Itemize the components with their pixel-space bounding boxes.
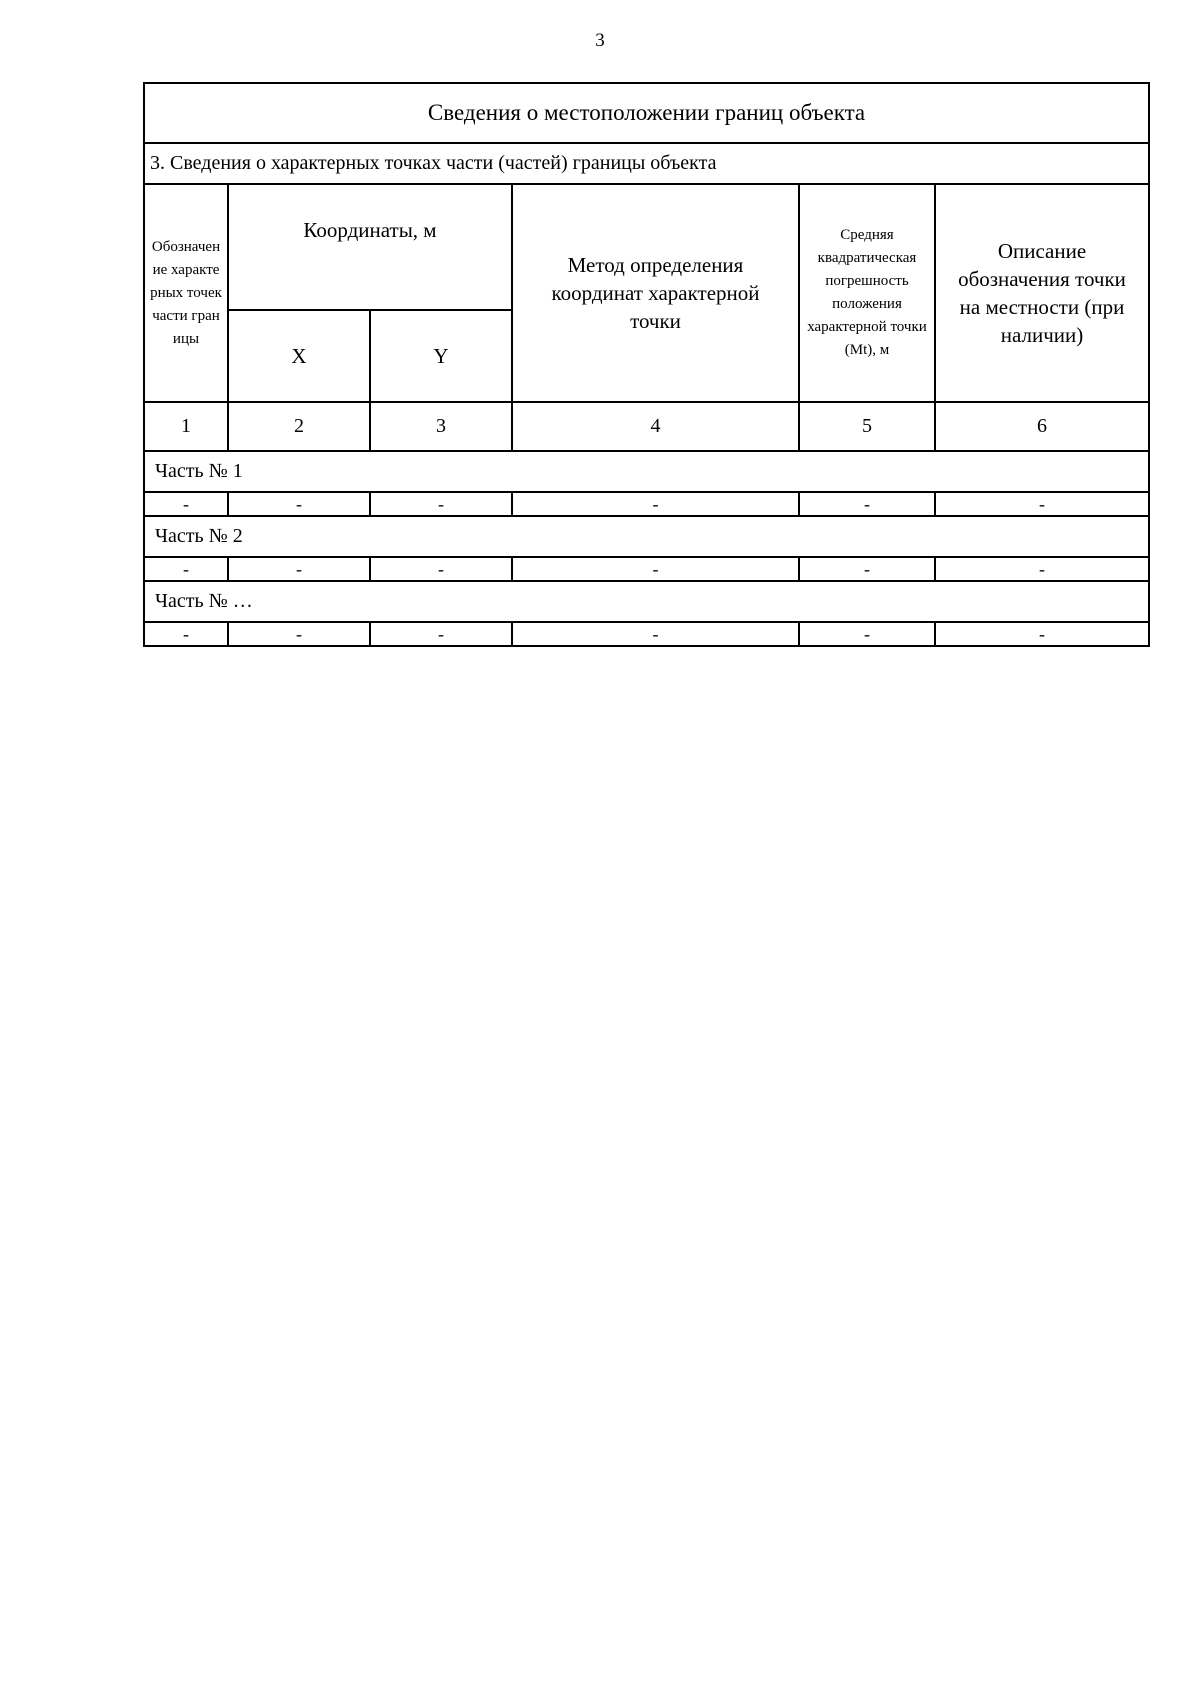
column-number: 3 bbox=[370, 402, 512, 451]
table-cell: - bbox=[512, 492, 799, 516]
table-cell: - bbox=[935, 557, 1149, 581]
page-number: 3 bbox=[595, 30, 605, 51]
table-row bbox=[144, 492, 1149, 516]
part-label: Часть № 1 bbox=[144, 451, 1149, 492]
section-heading: 3. Сведения о характерных точках части (частей) границы объекта bbox=[144, 143, 1149, 184]
header-x: X bbox=[228, 310, 370, 402]
table-cell: - bbox=[512, 557, 799, 581]
part-label: Часть № 2 bbox=[144, 516, 1149, 557]
table-row bbox=[144, 557, 1149, 581]
table-cell: - bbox=[228, 492, 370, 516]
table-cell: - bbox=[512, 622, 799, 646]
table-row bbox=[144, 622, 1149, 646]
header-point-description: Описание обозначения точки на местности (при наличии) bbox=[935, 184, 1149, 402]
table-cell: - bbox=[144, 492, 228, 516]
table-cell: - bbox=[799, 492, 935, 516]
header-row-1 bbox=[144, 184, 1149, 310]
table-title: Сведения о местоположении границ объекта bbox=[144, 83, 1149, 143]
part-heading-row bbox=[144, 516, 1149, 557]
column-number: 5 bbox=[799, 402, 935, 451]
table-cell: - bbox=[370, 557, 512, 581]
table-cell: - bbox=[228, 557, 370, 581]
boundary-points-table bbox=[143, 82, 1150, 647]
part-label: Часть № … bbox=[144, 581, 1149, 622]
section-row bbox=[144, 143, 1149, 184]
part-heading-row bbox=[144, 581, 1149, 622]
column-number: 6 bbox=[935, 402, 1149, 451]
table-cell: - bbox=[799, 622, 935, 646]
column-number: 1 bbox=[144, 402, 228, 451]
table-cell: - bbox=[228, 622, 370, 646]
header-y: Y bbox=[370, 310, 512, 402]
part-heading-row bbox=[144, 451, 1149, 492]
header-method: Метод определения координат характерной точки bbox=[512, 184, 799, 402]
table-cell: - bbox=[370, 622, 512, 646]
table-cell: - bbox=[370, 492, 512, 516]
header-mean-error: Средняя квадратическая погрешность положения характерной точки (Mt), м bbox=[799, 184, 935, 402]
column-number: 2 bbox=[228, 402, 370, 451]
table-cell: - bbox=[935, 492, 1149, 516]
header-point-designation: Обозначение характерных точек части границы bbox=[144, 184, 228, 402]
table-title-row bbox=[144, 83, 1149, 143]
table-cell: - bbox=[799, 557, 935, 581]
header-coordinates: Координаты, м bbox=[228, 184, 512, 310]
table-cell: - bbox=[144, 622, 228, 646]
column-number-row bbox=[144, 402, 1149, 451]
column-number: 4 bbox=[512, 402, 799, 451]
table-cell: - bbox=[935, 622, 1149, 646]
table-cell: - bbox=[144, 557, 228, 581]
